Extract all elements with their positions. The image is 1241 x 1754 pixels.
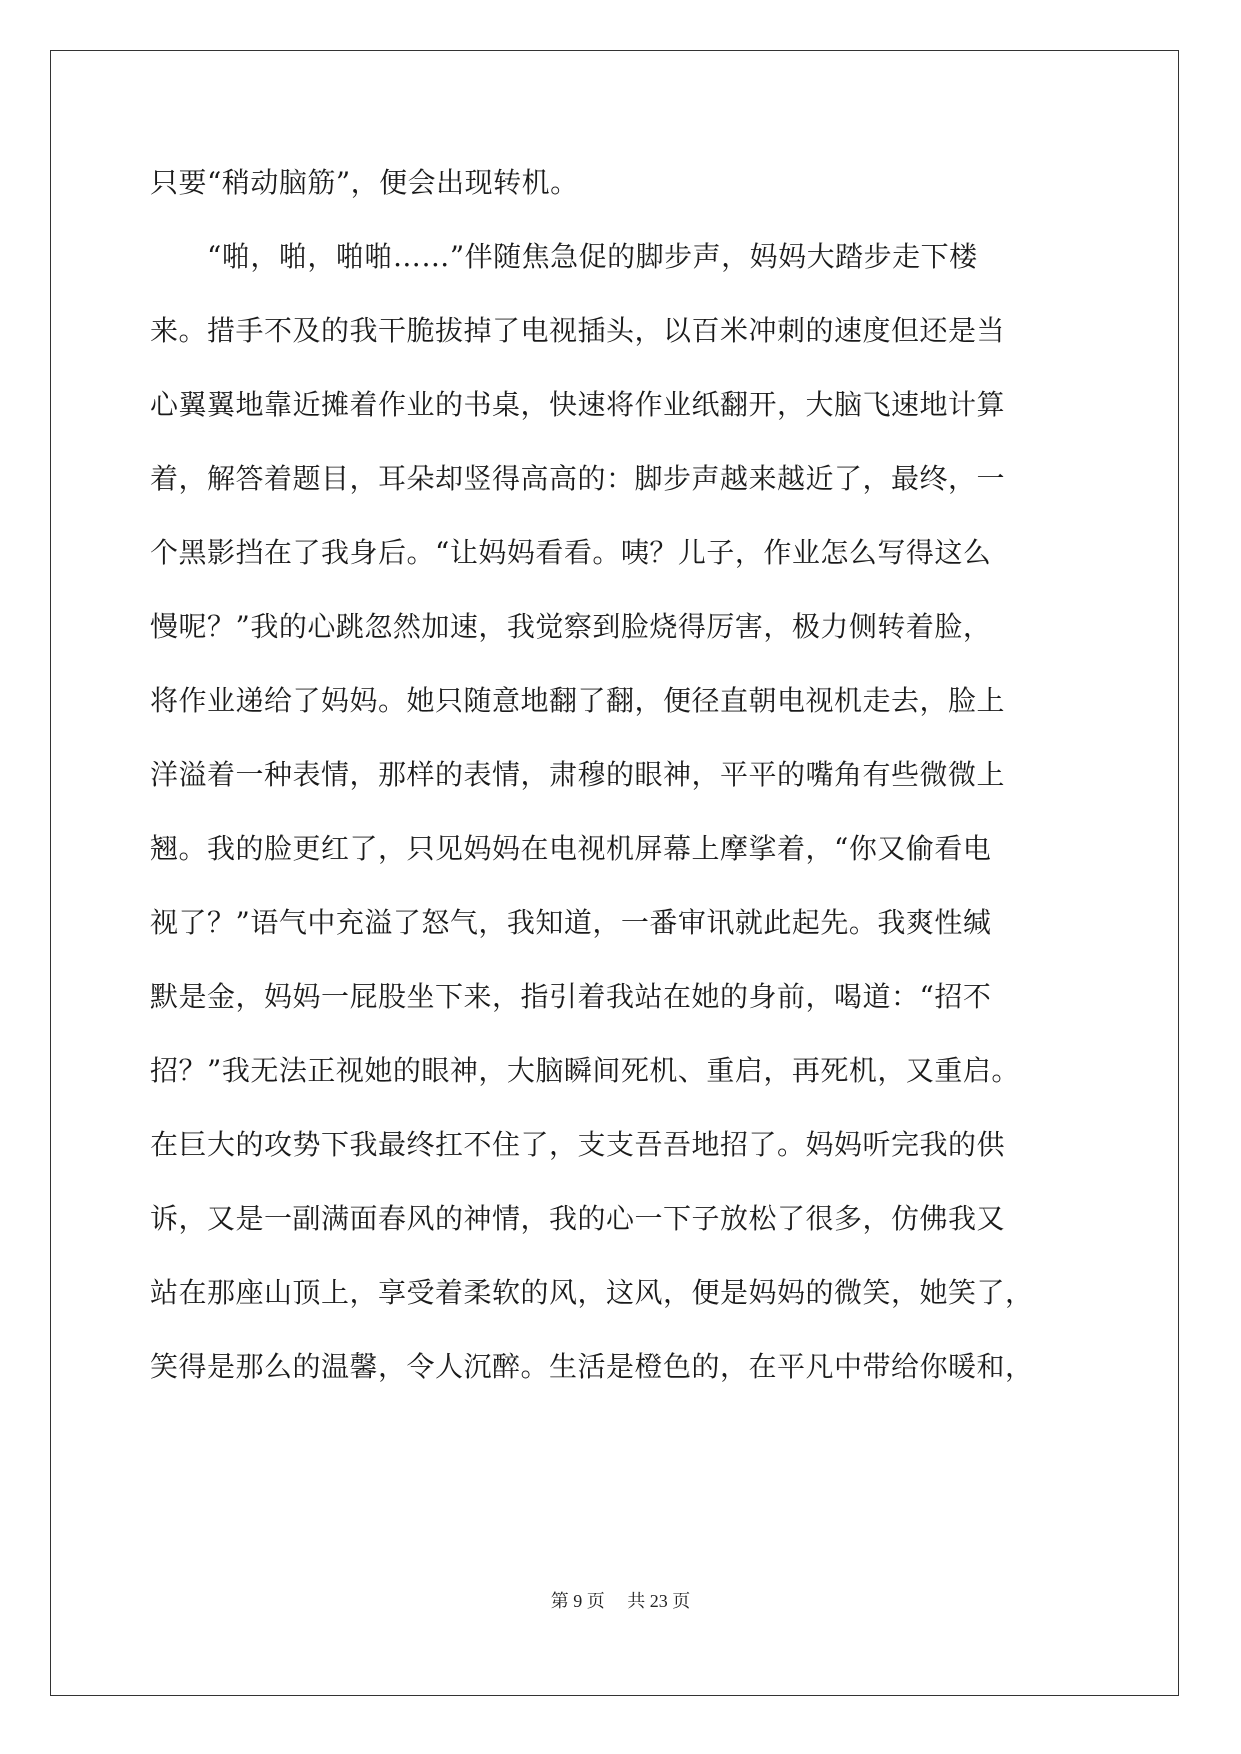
text-line-12: 默是金，妈妈一屁股坐下来，指引着我站在她的身前，喝道：“招不 xyxy=(150,980,992,1013)
text-line-7: 慢呢？”我的心跳忽然加速，我觉察到脸烧得厉害，极力侧转着脸， xyxy=(150,610,992,643)
text-line-6: 个黑影挡在了我身后。“让妈妈看看。咦？儿子，作业怎么写得这么 xyxy=(150,536,992,569)
text-line-4: 心翼翼地靠近摊着作业的书桌，快速将作业纸翻开，大脑飞速地计算 xyxy=(150,388,1006,421)
page-number-footer: 第 9 页 共 23 页 xyxy=(550,1591,691,1611)
text-line-10: 翘。我的脸更红了，只见妈妈在电视机屏幕上摩挲着，“你又偷看电 xyxy=(150,832,992,865)
text-line-16: 站在那座山顶上，享受着柔软的风，这风，便是妈妈的微笑，她笑了， xyxy=(150,1276,1034,1309)
page-border xyxy=(50,50,1179,1696)
text-line-8: 将作业递给了妈妈。她只随意地翻了翻，便径直朝电视机走去，脸上 xyxy=(150,684,1006,717)
text-line-5: 着，解答着题目，耳朵却竖得高高的：脚步声越来越近了，最终，一 xyxy=(150,462,1006,495)
text-line-11: 视了？”语气中充溢了怒气，我知道，一番审讯就此起先。我爽性缄 xyxy=(150,906,992,939)
text-line-3: 来。措手不及的我干脆拔掉了电视插头，以百米冲刺的速度但还是当 xyxy=(150,314,1006,347)
text-line-15: 诉，又是一副满面春风的神情，我的心一下子放松了很多，仿佛我又 xyxy=(150,1202,1006,1235)
text-line-9: 洋溢着一种表情，那样的表情，肃穆的眼神，平平的嘴角有些微微上 xyxy=(150,758,1006,791)
text-line-13: 招？”我无法正视她的眼神，大脑瞬间死机、重启，再死机，又重启。 xyxy=(150,1054,1020,1087)
text-line-1: 只要“稍动脑筋”，便会出现转机。 xyxy=(150,166,579,199)
text-line-14: 在巨大的攻势下我最终扛不住了，支支吾吾地招了。妈妈听完我的供 xyxy=(150,1128,1006,1161)
text-line-2: “啪，啪，啪啪……”伴随焦急促的脚步声，妈妈大踏步走下楼 xyxy=(150,240,978,273)
text-line-17: 笑得是那么的温馨，令人沉醉。生活是橙色的，在平凡中带给你暖和， xyxy=(150,1350,1034,1383)
